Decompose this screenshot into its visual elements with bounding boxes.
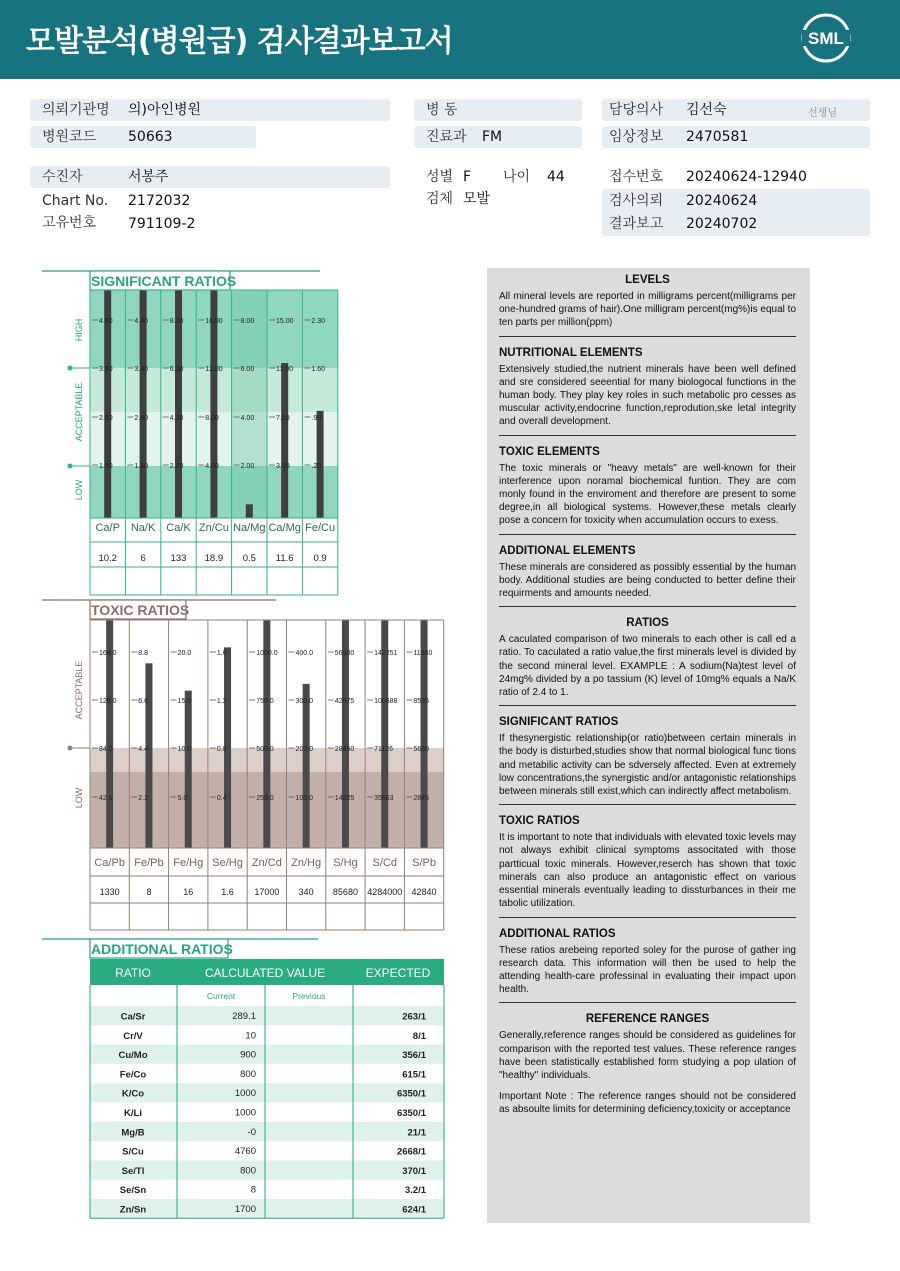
toxic-tick-label: 500.0 <box>256 746 274 753</box>
significant-ratios-title: SIGNIFICANT RATIOS <box>91 273 237 289</box>
toxic-tick-label: 14225 <box>334 795 355 802</box>
sig-tick-label: 2.60 <box>99 415 113 422</box>
additional-expected-cr-v: 8/1 <box>412 1030 426 1042</box>
additional-expected-mg-b: 21/1 <box>407 1127 426 1139</box>
sig-value-na-k: 6 <box>140 553 146 564</box>
additional-expected-ca-sr: 263/1 <box>402 1011 426 1023</box>
chart-no-label: Chart No. <box>42 193 109 209</box>
additional-expected-zn-sn: 624/1 <box>402 1204 426 1216</box>
additional-current-k-li: 1000 <box>234 1107 256 1119</box>
additional-subheader-previous: Previous <box>292 991 326 1001</box>
department-value: FM <box>482 129 503 145</box>
sig-tick-label: 4.80 <box>99 318 113 325</box>
toxic-value-fe-pb: 8 <box>146 887 152 897</box>
sig-column-label-na-mg: Na/Mg <box>233 522 266 534</box>
toxic-value-s-pb: 42840 <box>411 887 437 897</box>
sig-tick-label: 11.00 <box>276 366 293 373</box>
section-separator <box>499 804 796 805</box>
age-label: 나이 <box>503 169 531 185</box>
sig-tick-label: 3.40 <box>134 366 149 373</box>
additional-ratio-cu-mo: Cu/Mo <box>118 1050 148 1062</box>
toxic-tick-label: 8535 <box>413 698 429 705</box>
toxic-tick-label: 56900 <box>334 650 355 657</box>
toxic-value-zn-cd: 17000 <box>254 887 280 897</box>
section-separator <box>499 1002 796 1003</box>
toxic-value-fe-hg: 16 <box>183 887 194 897</box>
sex-label: 성별 <box>426 169 454 185</box>
sig-value-na-mg: 0.5 <box>242 553 256 564</box>
additional-expected-fe-co: 615/1 <box>402 1069 426 1081</box>
toxic-tick-label: 126.0 <box>99 698 117 705</box>
report-date-label: 결과보고 <box>609 216 664 232</box>
sig-tick-label: 15.00 <box>276 318 294 325</box>
toxic-value-s-hg: 85680 <box>332 887 358 897</box>
institution-label: 의뢰기관명 <box>42 102 110 118</box>
hospital-code-label: 병원코드 <box>42 129 97 145</box>
unique-id-value: 791109-2 <box>128 216 196 232</box>
levels-heading-additional-ratios: ADDITIONAL RATIOS <box>499 927 616 940</box>
toxic-tick-label: 750.0 <box>256 698 274 705</box>
section-separator <box>499 435 796 436</box>
toxic-zone-label-acceptable: ACCEPTABLE <box>74 660 84 720</box>
toxic-tick-label: 100.0 <box>295 795 314 802</box>
toxic-value-se-hg: 1.6 <box>221 887 234 897</box>
report-date-value: 20240702 <box>686 216 758 232</box>
age-value: 44 <box>547 169 565 185</box>
sig-zone-marker <box>68 464 73 469</box>
additional-ratio-mg-b: Mg/B <box>121 1127 145 1139</box>
toxic-bar-fe-pb <box>145 663 152 848</box>
toxic-tick-label: 10.0 <box>177 746 192 753</box>
toxic-tick-label: 11380 <box>413 650 433 657</box>
levels-body-ratios: A caculated comparison of two minerals to each other is call ed a ratio. To caculated a ratio value,the first minerals level is divided by the second mineral level. EXAMPLE : A sodium(Na)test level of 24mg% divided by a po tassium (K) level of 10mg% equals a Na/K ratio of 2.4 to 1. <box>499 634 796 699</box>
section-separator <box>499 336 796 337</box>
additional-header-ratio: RATIO <box>115 966 151 980</box>
request-date-value: 20240624 <box>686 193 758 209</box>
ward-label: 병 동 <box>426 102 458 118</box>
sig-tick-label: 8.00 <box>205 415 219 422</box>
sig-column-label-ca-mg: Ca/Mg <box>268 522 301 534</box>
additional-current-zn-sn: 1700 <box>234 1204 256 1215</box>
sig-tick-label: 6.00 <box>240 366 255 373</box>
toxic-tick-label: 71126 <box>374 746 394 753</box>
additional-current-cr-v: 10 <box>245 1030 256 1042</box>
levels-heading-levels: LEVELS <box>625 274 670 286</box>
additional-current-se-sn: 8 <box>250 1184 256 1196</box>
toxic-tick-label: 2.2 <box>138 795 149 802</box>
toxic-column-label-se-hg: Se/Hg <box>212 857 243 869</box>
sig-column-label-na-k: Na/K <box>130 522 156 534</box>
toxic-tick-label: 1.6 <box>216 650 227 657</box>
hospital-code-value: 50663 <box>128 129 173 145</box>
toxic-tick-label: 35563 <box>374 795 394 802</box>
additional-ratio-ca-sr: Ca/Sr <box>120 1011 146 1023</box>
receipt-no-label: 접수번호 <box>609 169 664 185</box>
sig-column-label-fe-cu: Fe/Cu <box>305 522 336 534</box>
sig-value-ca-mg: 11.6 <box>275 553 294 564</box>
additional-ratio-cr-v: Cr/V <box>123 1030 143 1042</box>
levels-body-levels: All mineral levels are reported in milligrams percent(milligrams per one-hundred grams of hair).One milligram percent(mg%)is equal to ten parts per million(ppm) <box>499 291 796 329</box>
toxic-tick-label: 400.0 <box>295 650 314 657</box>
svg-text:SML: SML <box>808 29 844 48</box>
additional-current-s-cu: 4760 <box>234 1146 256 1158</box>
toxic-tick-label: 15.0 <box>177 698 192 705</box>
toxic-zone-label-low: LOW <box>74 787 84 809</box>
sig-tick-label: 1.60 <box>311 366 326 373</box>
additional-expected-k-li: 6350/1 <box>396 1108 426 1119</box>
toxic-column-label-s-hg: S/Hg <box>333 857 358 869</box>
sig-tick-label: 2.40 <box>134 415 149 422</box>
toxic-column-label-zn-hg: Zn/Hg <box>291 857 322 869</box>
levels-heading-additional-elements: ADDITIONAL ELEMENTS <box>499 544 636 557</box>
toxic-ratios-title: TOXIC RATIOS <box>91 602 190 618</box>
toxic-column-label-ca-pb: Ca/Pb <box>94 857 125 869</box>
specimen-value: 모발 <box>463 191 491 207</box>
toxic-column-label-s-cd: S/Cd <box>372 857 397 869</box>
toxic-column-label-fe-hg: Fe/Hg <box>173 857 204 869</box>
additional-current-cu-mo: 900 <box>240 1049 256 1061</box>
sig-tick-label: 4.00 <box>240 415 255 422</box>
toxic-value-ca-pb: 1330 <box>99 887 120 897</box>
toxic-tick-label: 200.0 <box>295 746 314 753</box>
toxic-tick-label: 42.0 <box>99 795 113 802</box>
section-separator <box>499 705 796 706</box>
levels-heading-toxic-elements: TOXIC ELEMENTS <box>499 445 600 458</box>
toxic-zone-marker <box>68 746 73 751</box>
doctor-label: 담당의사 <box>609 102 664 118</box>
levels-heading-toxic-ratios: TOXIC RATIOS <box>499 815 580 828</box>
sig-column-label-ca-k: Ca/K <box>166 522 191 534</box>
toxic-value-zn-hg: 340 <box>298 887 314 897</box>
toxic-tick-label: 5690 <box>413 746 429 753</box>
sig-zone-label-high: HIGH <box>74 318 84 342</box>
request-date-label: 검사의뢰 <box>609 193 664 209</box>
sig-tick-label: 8.20 <box>169 318 184 325</box>
additional-ratio-k-li: K/Li <box>124 1108 142 1119</box>
toxic-tick-label: 5.0 <box>177 795 188 802</box>
section-separator <box>499 534 796 535</box>
additional-current-ca-sr: 289.1 <box>232 1011 256 1022</box>
toxic-bar-zn-hg <box>303 684 310 848</box>
sig-tick-label: 4.40 <box>134 318 149 325</box>
sig-value-ca-k: 133 <box>170 553 187 564</box>
additional-ratios-title: ADDITIONAL RATIOS <box>91 941 233 957</box>
toxic-tick-label: 84.0 <box>99 746 113 753</box>
toxic-tick-label: 0.4 <box>216 795 227 802</box>
sig-tick-label: .90 <box>311 415 322 422</box>
additional-subheader-current: Current <box>206 991 236 1001</box>
sig-tick-label: 2.00 <box>240 463 255 470</box>
sig-tick-label: 3.00 <box>276 463 290 470</box>
levels-body-additional-ratios: These ratios arebeing reported soley for the purose of gather ing research data. This information will then be used to help the attending health-care professinal in evaluating their impact upon health. <box>499 944 796 996</box>
levels-info-panel <box>487 268 810 1223</box>
levels-heading-significant-ratios: SIGNIFICANT RATIOS <box>499 716 619 729</box>
levels-body-nutritional-elements: Extensively studied,the nutrient minerals have been well defined and sre considered seeential for many biologocal functions in the human body. They play key roles in such metabolic pro cesses as muscular activity,endocrine function,reprodution,ske letal integrity and overall development. <box>499 363 796 428</box>
additional-ratio-se-sn: Se/Sn <box>119 1185 147 1197</box>
doctor-suffix: 선생님 <box>808 108 837 119</box>
sig-bar-ca-mg <box>281 363 288 518</box>
toxic-column-label-fe-pb: Fe/Pb <box>134 857 164 869</box>
toxic-tick-label: 28450 <box>334 746 355 753</box>
clinical-label: 임상정보 <box>609 129 664 145</box>
additional-ratio-zn-sn: Zn/Sn <box>119 1204 147 1216</box>
sig-tick-label: 2.20 <box>169 463 184 470</box>
patient-name-label: 수진자 <box>42 169 83 185</box>
toxic-tick-label: 6.6 <box>138 698 149 705</box>
additional-expected-se-tl: 370/1 <box>402 1165 426 1177</box>
toxic-tick-label: 8.8 <box>138 650 149 657</box>
additional-ratio-se-tl: Se/Tl <box>121 1165 145 1177</box>
levels-body-significant-ratios: If thesynergistic relationship(or ratio)between certain minerals in the body is disturbed,studies show that normal biological func tions and metabilic activity can be sdversely affected. Even at extremely low concentrations,the synergistic and/or antagonistic relationships between minerals still exist,which can indirectly affect metabolism. <box>499 733 796 798</box>
additional-ratio-fe-co: Fe/Co <box>119 1069 147 1081</box>
important-note: Important Note : The reference ranges should not be considered as absoulte limits for determining deficiency,toxicity or acceptance <box>499 1091 796 1116</box>
levels-heading-reference-ranges: REFERENCE RANGES <box>585 1013 710 1026</box>
sig-tick-label: 1.40 <box>134 463 149 470</box>
sig-zone-label-acceptable: ACCEPTABLE <box>74 382 84 442</box>
levels-heading-nutritional-elements: NUTRITIONAL ELEMENTS <box>499 346 643 359</box>
sig-bar-na-mg <box>246 504 253 518</box>
specimen-label: 검체 <box>426 191 454 207</box>
sig-tick-label: 12.00 <box>205 366 223 373</box>
chart-no-value: 2172032 <box>128 193 191 209</box>
sig-value-zn-cu: 18.9 <box>204 553 224 564</box>
sig-tick-label: 2.30 <box>311 318 326 325</box>
sig-column-label-zn-cu: Zn/Cu <box>198 522 229 534</box>
toxic-tick-label: 4.4 <box>138 746 149 753</box>
sig-column-label-ca-p: Ca/P <box>95 522 120 534</box>
levels-body-reference-ranges: Generally,reference ranges should be considered as guidelines for comparison with the reported test values. These reference ranges have been statistically established form studying a pop ulation of "healthy" individuals. <box>499 1030 796 1081</box>
additional-expected-cu-mo: 356/1 <box>402 1050 426 1062</box>
levels-body-toxic-ratios: It is important to note that individuals with elevated toxic levels may not always exhibit clinical symptoms associtated with those partticual toxic minerals. However,reserch has shown that toxic minerals can also produce an antagonistic effect on various essential minerals eventually leading to dissturbances in their me tabolic utilization. <box>499 832 796 910</box>
sig-tick-label: 4.20 <box>169 415 184 422</box>
sig-tick-label: 4.00 <box>205 463 219 470</box>
report-title: 모발분석(병원급) 검사결과보고서 <box>26 24 453 59</box>
sig-zone-label-low: LOW <box>74 479 84 501</box>
sig-tick-label: 3.60 <box>99 366 113 373</box>
unique-id-label: 고유번호 <box>42 215 97 231</box>
additional-current-fe-co: 800 <box>240 1068 256 1080</box>
additional-current-mg-b: -0 <box>247 1126 256 1138</box>
sig-zone-marker <box>68 366 73 371</box>
levels-body-toxic-elements: The toxic minerals or "heavy metals" are well-known for their interference upon noramal biochemical funtion. They are com monly found in the enviroment and therefore are present to some degree,in all biological systems. However,these metals clearly pose a concern for toxicity when accumulation occurs to exess. <box>499 462 796 527</box>
section-separator <box>499 917 796 918</box>
toxic-tick-label: 250.0 <box>256 795 274 802</box>
clinical-value: 2470581 <box>686 129 749 145</box>
doctor-value: 김선숙 <box>686 102 727 118</box>
institution-value: 의)아인병원 <box>128 102 202 118</box>
toxic-tick-label: 1.2 <box>216 698 227 705</box>
sig-tick-label: 1.60 <box>99 463 113 470</box>
additional-header-expected: EXPECTED <box>365 966 431 980</box>
sig-tick-label: 6.20 <box>169 366 184 373</box>
additional-expected-k-co: 6350/1 <box>396 1088 426 1100</box>
toxic-tick-label: 142251 <box>374 650 398 657</box>
section-separator <box>499 606 796 607</box>
department-label: 진료과 <box>426 129 467 145</box>
sig-value-fe-cu: 0.9 <box>313 553 327 564</box>
toxic-tick-label: 106688 <box>374 698 398 705</box>
toxic-tick-label: 20.0 <box>177 650 192 657</box>
toxic-bar-fe-hg <box>185 691 192 848</box>
toxic-column-label-zn-cd: Zn/Cd <box>251 857 282 869</box>
additional-current-se-tl: 800 <box>240 1165 256 1177</box>
levels-body-additional-elements: These minerals are considered as possibly essential by the human body. Additional studies are being conducted to better define their requirments and amounts needed. <box>499 561 796 600</box>
additional-ratio-s-cu: S/Cu <box>122 1146 144 1158</box>
toxic-tick-label: 168.0 <box>99 650 117 657</box>
sex-value: F <box>463 169 472 185</box>
sig-value-ca-p: 10.2 <box>98 553 117 564</box>
additional-header-calculated: CALCULATED VALUE <box>204 966 326 980</box>
toxic-tick-label: 0.8 <box>216 746 227 753</box>
sig-tick-label: 16.00 <box>205 318 223 325</box>
receipt-no-value: 20240624-12940 <box>686 169 807 185</box>
toxic-tick-label: 42675 <box>334 698 355 705</box>
sig-tick-label: .20 <box>311 463 322 470</box>
additional-expected-s-cu: 2668/1 <box>396 1146 426 1158</box>
toxic-tick-label: 1000.0 <box>256 650 278 657</box>
levels-heading-ratios: RATIOS <box>626 617 669 630</box>
additional-current-k-co: 1000 <box>234 1088 256 1100</box>
toxic-column-label-s-pb: S/Pb <box>412 857 436 869</box>
patient-name-value: 서봉주 <box>128 169 169 185</box>
additional-expected-se-sn: 3.2/1 <box>404 1185 426 1197</box>
sig-tick-label: 7.00 <box>276 415 290 422</box>
additional-ratio-k-co: K/Co <box>121 1088 145 1100</box>
toxic-tick-label: 300.0 <box>295 698 314 705</box>
sig-tick-label: 8.00 <box>240 318 255 325</box>
toxic-value-s-cd: 4284000 <box>367 887 403 897</box>
toxic-tick-label: 2845 <box>413 795 429 802</box>
